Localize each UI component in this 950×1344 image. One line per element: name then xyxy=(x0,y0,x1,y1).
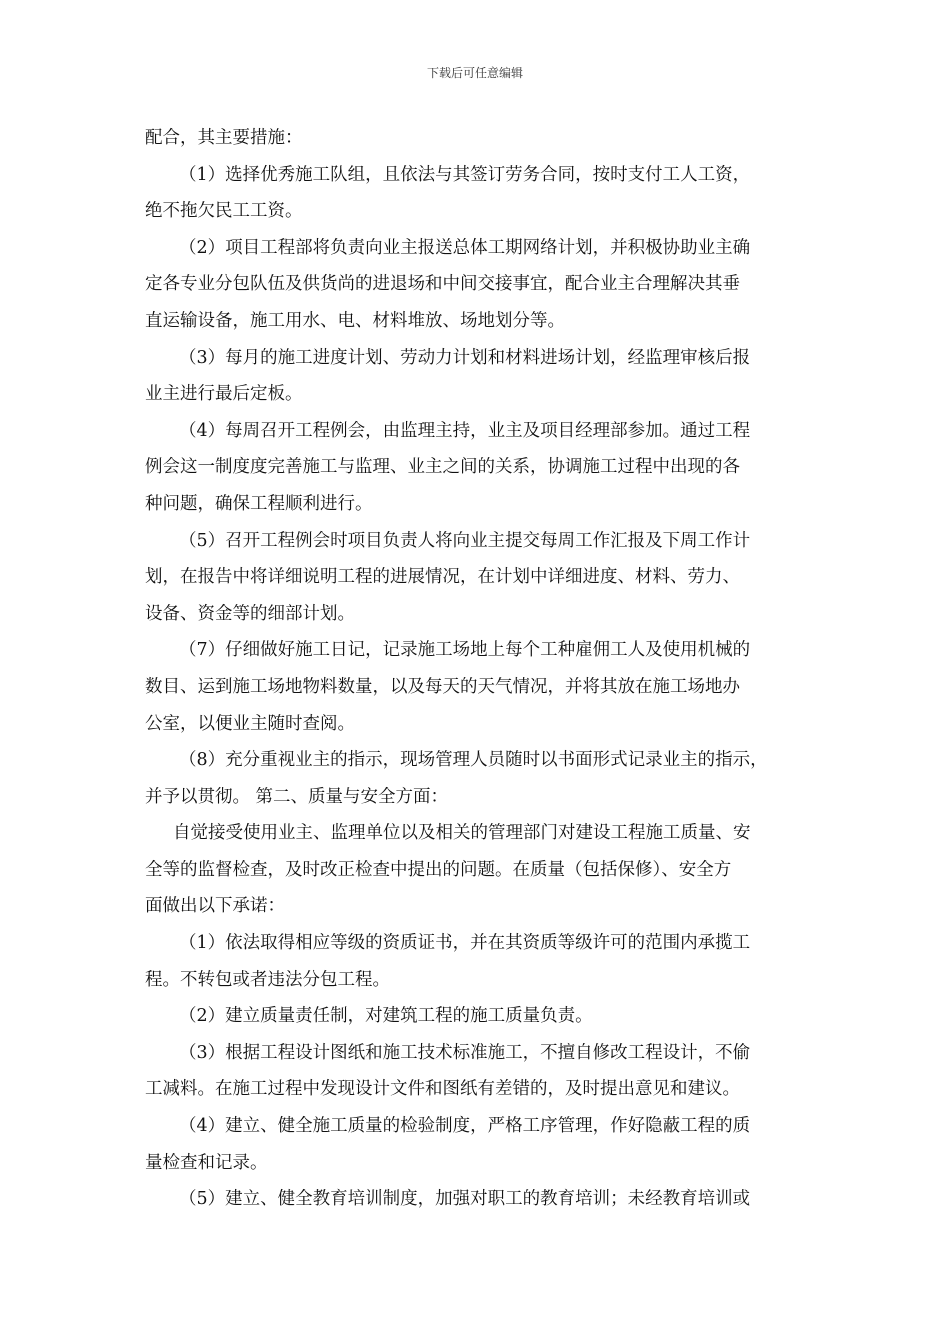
text-line: 自觉接受使用业主、监理单位以及相关的管理部门对建设工程施工质量、安 xyxy=(173,823,751,844)
text-line: 并予以贯彻。 第二、质量与安全方面： xyxy=(145,786,449,807)
text-line: 划，在报告中将详细说明工程的进展情况，在计划中详细进度、材料、劳力、 xyxy=(145,567,740,588)
text-line: （4）每周召开工程例会，由监理主持，业主及项目经理部参加。通过工程 xyxy=(179,420,751,441)
paragraph-quality-intro xyxy=(145,815,810,925)
text-line: （5）建立、健全教育培训制度，加强对职工的教育培训；未经教育培训或 xyxy=(179,1189,751,1210)
text-line: 设备、资金等的细部计划。 xyxy=(145,603,355,624)
text-line: 数目、运到施工场地物料数量，以及每天的天气情况，并将其放在施工场地办 xyxy=(145,676,740,697)
text-line: 全等的监督检查，及时改正检查中提出的问题。在质量（包括保修）、安全方 xyxy=(145,859,732,880)
paragraph-measure-5 xyxy=(145,523,810,633)
text-line: （4）建立、健全施工质量的检验制度，严格工序管理，作好隐蔽工程的质 xyxy=(179,1116,751,1137)
text-line: 业主进行最后定板。 xyxy=(145,384,303,405)
text-line: （1）选择优秀施工队组，且依法与其签订劳务合同，按时支付工人工资， xyxy=(179,164,751,185)
document-body xyxy=(145,120,810,1218)
text-line: （3）每月的施工进度计划、劳动力计划和材料进场计划，经监理审核后报 xyxy=(179,347,751,368)
text-line: （3）根据工程设计图纸和施工技术标准施工，不擅自修改工程设计，不偷 xyxy=(179,1042,751,1063)
paragraph-measure-3 xyxy=(145,340,810,413)
text-line: 绝不拖欠民工工资。 xyxy=(145,201,303,222)
text-line: 工减料。在施工过程中发现设计文件和图纸有差错的，及时提出意见和建议。 xyxy=(145,1079,740,1100)
paragraph-measure-7 xyxy=(145,632,810,742)
paragraph-measure-1 xyxy=(145,157,810,230)
text-line: 配合，其主要措施： xyxy=(145,128,303,148)
text-line: 公室，以便业主随时查阅。 xyxy=(145,713,355,734)
text-line: （5）召开工程例会时项目负责人将向业主提交每周工作汇报及下周工作计 xyxy=(179,530,751,551)
text-line: 程。不转包或者违法分包工程。 xyxy=(145,969,390,990)
text-line: （2）建立质量责任制，对建筑工程的施工质量负责。 xyxy=(179,1006,593,1027)
text-line: 直运输设备，施工用水、电、材料堆放、场地划分等。 xyxy=(145,310,565,331)
paragraph-quality-4 xyxy=(145,1108,810,1181)
paragraph-measure-2 xyxy=(145,230,810,340)
text-line: 面做出以下承诺： xyxy=(145,896,285,917)
paragraph-quality-5 xyxy=(145,1181,810,1218)
paragraph-quality-3 xyxy=(145,1035,810,1108)
text-line: 定各专业分包队伍及供货尚的进退场和中间交接事宜，配合业主合理解决其垂 xyxy=(145,274,740,295)
paragraph-intro xyxy=(145,120,810,157)
paragraph-measure-4 xyxy=(145,413,810,523)
text-line: （2）项目工程部将负责向业主报送总体工期网络计划，并积极协助业主确 xyxy=(179,237,751,258)
page-header: 下载后可任意编辑 xyxy=(426,66,523,80)
text-line: （8）充分重视业主的指示，现场管理人员随时以书面形式记录业主的指示， xyxy=(179,750,768,771)
paragraph-quality-1 xyxy=(145,925,810,998)
text-line: 种问题，确保工程顺利进行。 xyxy=(145,493,373,514)
text-line: （1）依法取得相应等级的资质证书，并在其资质等级许可的范围内承揽工 xyxy=(179,933,751,954)
text-line: （7）仔细做好施工日记，记录施工场地上每个工种雇佣工人及使用机械的 xyxy=(179,640,751,661)
paragraph-quality-2 xyxy=(145,998,810,1035)
text-line: 例会这一制度度完善施工与监理、业主之间的关系，协调施工过程中出现的各 xyxy=(145,457,740,478)
text-line: 量检查和记录。 xyxy=(145,1152,268,1173)
paragraph-measure-8 xyxy=(145,742,810,815)
